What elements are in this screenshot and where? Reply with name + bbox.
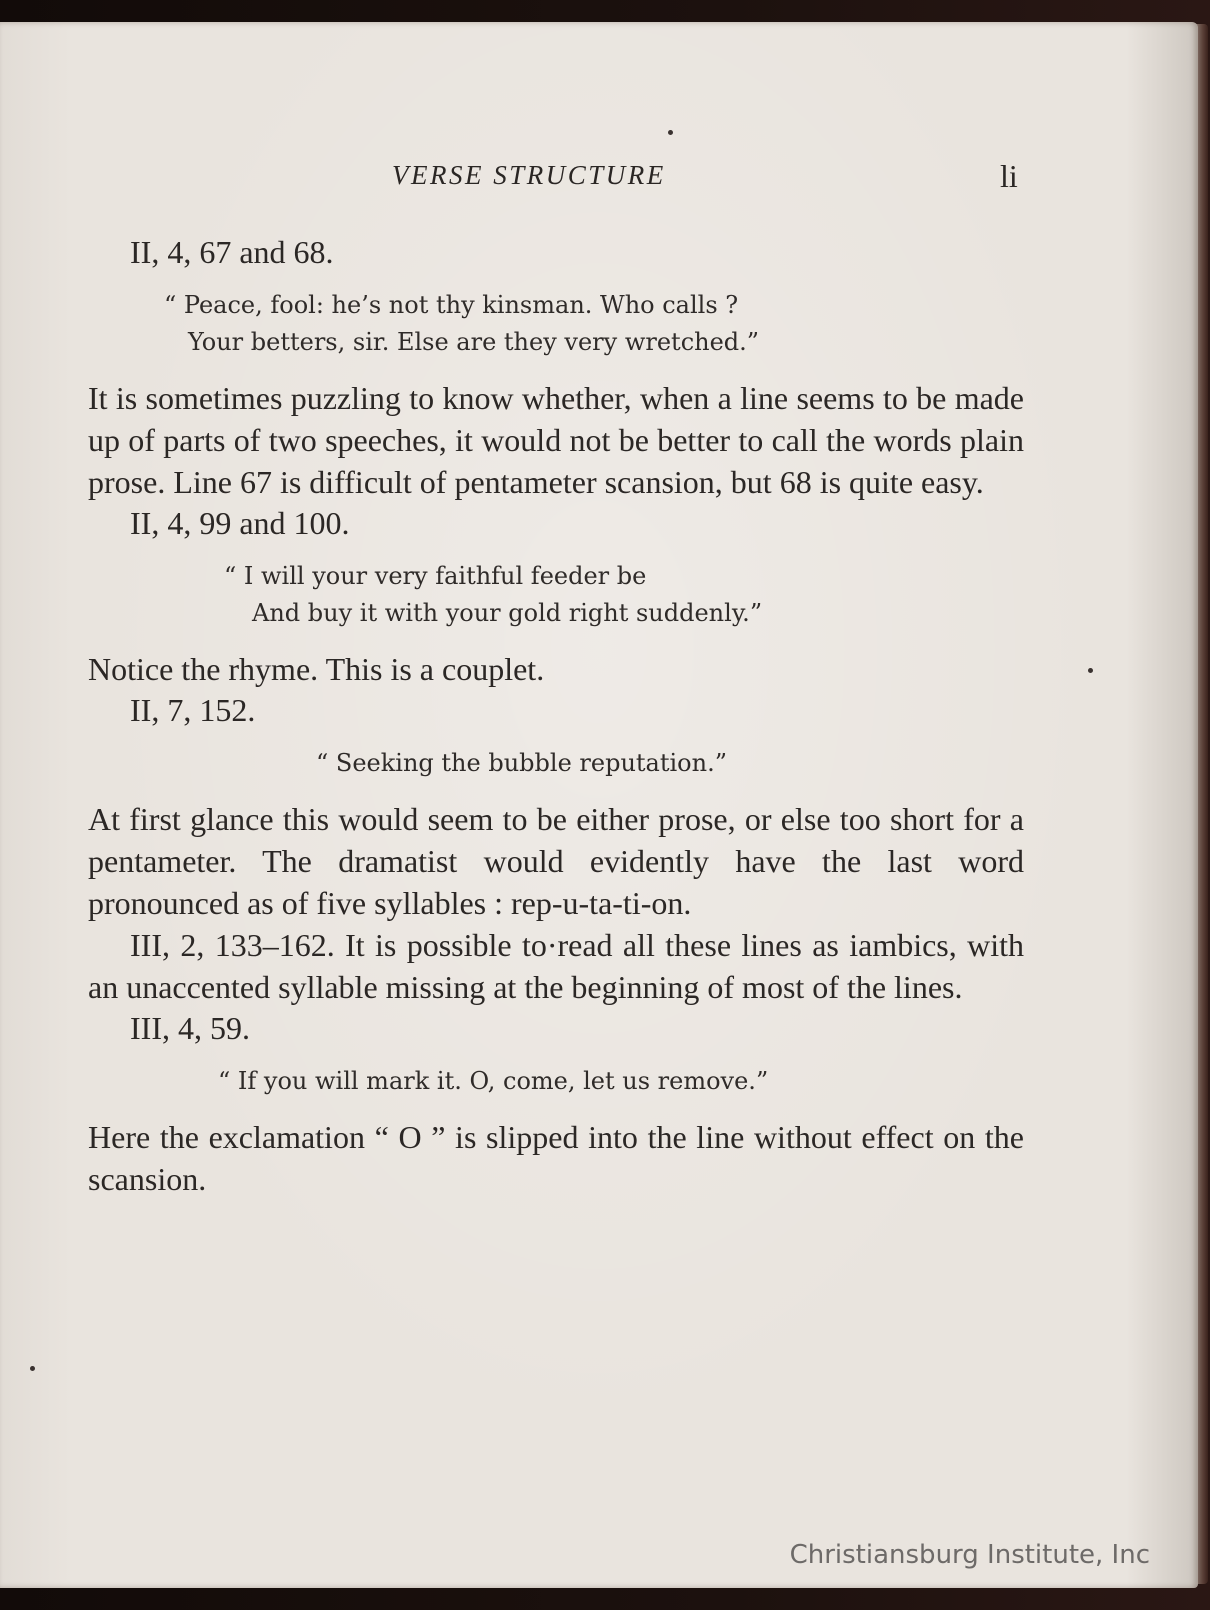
paper-speck — [668, 130, 673, 135]
verse-quote — [88, 287, 1024, 361]
verse-line: “ Peace, fool: he’s not thy kinsman. Who calls ? — [164, 291, 739, 319]
page-text — [88, 232, 1024, 1200]
running-title: VERSE STRUCTURE — [392, 160, 666, 190]
body-paragraph: Notice the rhyme. This is a couplet. — [88, 651, 545, 687]
running-head — [0, 160, 1198, 200]
verse-quote — [88, 558, 1024, 632]
reference-heading: II, 7, 152. — [130, 692, 256, 728]
verse-quote — [88, 1063, 1024, 1100]
body-paragraph: Here the exclamation “ O ” is slipped into the line without effect on the scansion. — [88, 1119, 1024, 1197]
paper-speck — [30, 1366, 35, 1371]
body-paragraph: At first glance this would seem to be either prose, or else too short for a pentameter. The dramatist would evidently have the last word pronounced as of five syllables : rep-u-ta-ti-on. — [88, 801, 1024, 921]
page-number: li — [1000, 158, 1018, 194]
verse-line: “ If you will mark it. O, come, let us remove.” — [218, 1067, 769, 1095]
body-paragraph: It is sometimes puzzling to know whether, when a line seems to be made up of parts of two speeches, it would not be better to call the words plain prose. Line 67 is difficult of pentameter scansion, but 68 is quite easy. — [88, 380, 1024, 500]
verse-line: “ I will your very faithful feeder be — [224, 562, 647, 590]
verse-line: And buy it with your gold right suddenly.” — [252, 599, 763, 627]
reference-heading: III, 4, 59. — [130, 1010, 250, 1046]
verse-line: Your betters, sir. Else are they very wretched.” — [188, 328, 760, 356]
reference-heading: II, 4, 99 and 100. — [130, 505, 350, 541]
verse-quote — [88, 745, 1024, 782]
verse-line: “ Seeking the bubble reputation.” — [316, 749, 727, 777]
body-paragraph: III, 2, 133–162. It is possible to·read all these lines as iambics, with an unaccented syllable missing at the beginning of most of the lines. — [88, 927, 1024, 1005]
paper-speck — [1088, 668, 1093, 673]
reference-heading: II, 4, 67 and 68. — [130, 234, 334, 270]
watermark-text: Christiansburg Institute, Inc — [789, 1540, 1150, 1570]
